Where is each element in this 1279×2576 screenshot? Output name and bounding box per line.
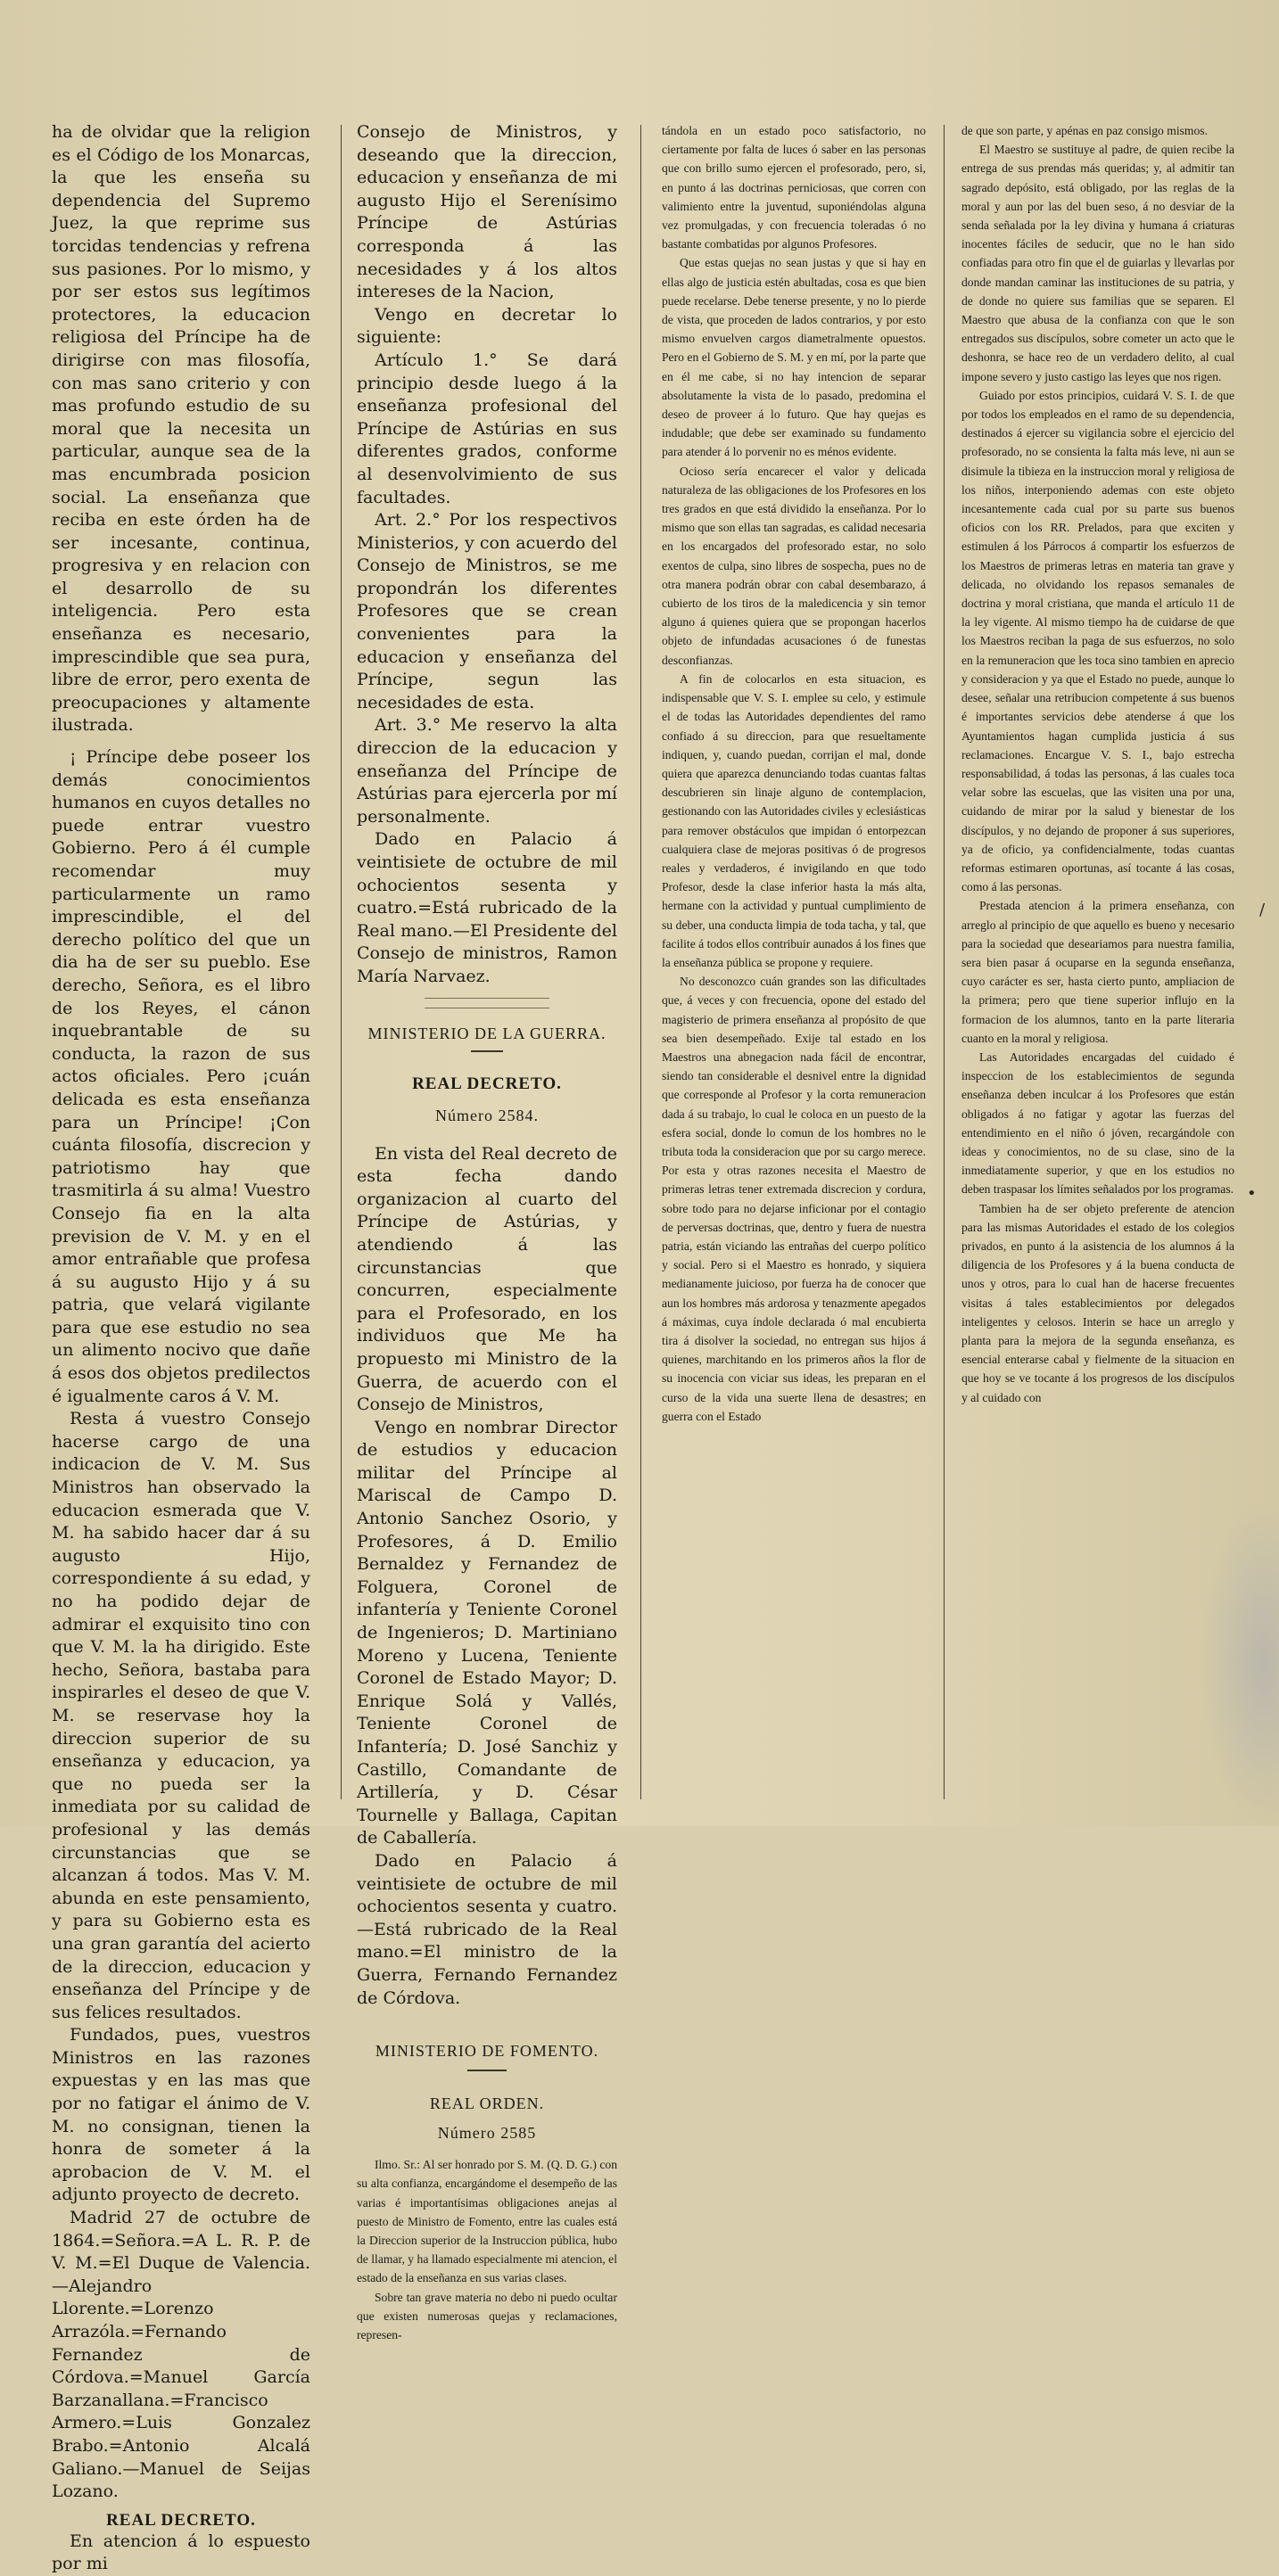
paragraph: Que estas quejas no sean justas y que si hay en ellas algo de justicia estén abultadas, cosa es que bien puede recelarse. Debe tenerse presente, y no lo pierde de vista, que proceden de lados contrarios, y por esto mismo envuelven cargos diametralmente opuestos. Pero en el Gobierno de S. M. y en mí, por la parte que en él me cabe, si no hay intencion de separar absolutamente la vista de lo pasado, predomina el deseo de proveer á lo futuro. Que hay quejas es indudable; que debe ser examinado su fundamento para atender á lo porvenir no es ménos evidente.: [662, 256, 926, 459]
paragraph: Vengo en decretar lo siguiente:: [357, 304, 617, 348]
section-heading: REAL ORDEN.: [429, 2095, 545, 2113]
paragraph: Dado en Palacio á veintisiete de octubre de mil ochocientos sesenta y cuatro.=Está rubricado de la Real mano.—El Presidente del Consejo de ministros, Ramon María Narvaez.: [357, 829, 617, 986]
paragraph: En vista del Real decreto de esta fecha dando organizacion al cuarto del Príncipe de Astúrias, y atendiendo á las circunstancias que concurren, especialmente para el Profesorado, en los individuos que Me ha propuesto mi Ministro de la Guerra, de acuerdo con el Consejo de Ministros,: [357, 1143, 617, 1415]
paragraph: ¡ Príncipe debe poseer los demás conocimientos humanos en cuyos detalles no puede entrar vuestro Gobierno. Pero á él cumple recomendar muy particularmente un ramo imprescindible, el del derecho político del que un dia ha de ser su pueblo. Ese derecho, Señora, es el libro de los Reyes, el cánon inquebrantable de su conducta, la razon de sus actos oficiales. Pero ¡cuán delicada es esta enseñanza para un Príncipe! ¡Con cuánta filosofía, discrecion y patriotismo hay que trasmitirla á su alma! Vuestro Consejo fia en la alta prevision de V. M. y en el amor entrañable que profesa á su augusto Hijo y á su patria, que velará vigilante para que ese estudio no sea un alimento nocivo que dañe á esos dos objetos predilectos é igualmente caros á V. M.: [52, 747, 310, 1406]
column-rule: [640, 125, 641, 1799]
ministry-heading: MINISTERIO DE LA GUERRA.: [367, 1024, 606, 1042]
paragraph: Guiado por estos principios, cuidará V. S. I. de que por todos los empleados en el ramo de su dependencia, destinados á ejercer su vigilancia sobre el ejercicio del profesorado, no se consienta la falta más leve, ni aun se disimule la tibieza en la instruccion moral y religiosa de los niños, interponiendo ademas con este objeto incesantemente cada cual por su parte sus buenos oficios con los RR. Prelados, para que exciten y estimulen á los Párrocos á compartir los esfuerzos de los Maestros de primeras letras en materia tan grave y delicada, no olvidando los repasos semanales de doctrina y moral cristiana, que manda el artículo 11 de la ley vigente. Al mismo tiempo ha de cuidarse de que los Maestros reciban la paga de sus esfuerzos, no solo en la remuneracion que les toca sino tambien en aprecio y consideracion y ya que el Estado no puede, aunque lo desee, señalar una retribucion competente á sus buenos é importantes servicios debe atenderse á que los Ayuntamientos hagan cumplida justicia á sus reclamaciones. Encargue V. S. I., bajo estrecha responsabilidad, á todas las personas, á las cuales toca velar sobre las escuelas, que las visiten una por una, cuidando de mirar por la salud y bienestar de los discípulos, y no dejando de proponer á sus superiores, ya de oficio, ya confidencialmente, todas cuantas reformas estimaren oportunas, así tocante á las cosas, como á las personas.: [961, 388, 1234, 894]
paragraph: Consejo de Ministros, y deseando que la direccion, educacion y enseñanza de mi augusto Hijo el Serenísimo Príncipe de Astúrias corresponda á las necesidades y á los altos intereses de la Nacion,: [357, 122, 617, 302]
column-rule: [341, 125, 342, 1799]
paragraph: Ocioso sería encarecer el valor y delicada naturaleza de las obligaciones de los Profesores en los tres grados en que está dividido la enseñanza. Por lo mismo que son ellas tan sagradas, es calidad necesaria en los encargados del profesorado estar, no solo exentos de culpa, sino libres de sospecha, pues no de otra manera podrán obrar con cabal desembarazo, á cubierto de los tiros de la maledicencia y sin temor alguno á quienes quiera que se propongan hacerlos objeto de infundadas acusaciones ó de funestas desconfianzas.: [662, 464, 926, 667]
signature-block: Madrid 27 de octubre de 1864.=Señora.=A L. R. P. de V. M.=El Duque de Valencia.—Alejandro Llorente.=Lorenzo Arrazóla.=Fernando Fernandez de Córdova.=Manuel García Barzanallana.=Francisco Armero.=Luis Gonzalez Brabo.=Antonio Alcalá Galiano.—Manuel de Seijas Lozano.: [52, 2208, 310, 2502]
paragraph: Dado en Palacio á veintisiete de octubre de mil ochocientos sesenta y cuatro.—Está rubricado de la Real mano.=El ministro de la Guerra, Fernando Fernandez de Córdova.: [357, 1850, 617, 2008]
paper-stain: [1199, 1498, 1279, 1826]
decree-number: Número 2584.: [435, 1106, 539, 1124]
ministry-heading: MINISTERIO DE FOMENTO.: [375, 2042, 599, 2061]
article: Art. 2.° Por los respectivos Ministerios, y con acuerdo del Consejo de Ministros, se me propondrán los diferentes Profesores que se crean convenientes para la educacion y enseñanza del Príncipe, segun las necesidades de esta.: [357, 510, 617, 712]
paragraph: Ilmo. Sr.: Al ser honrado por S. M. (Q. D. G.) con su alta confianza, encargándome el desempeño de las varias é importantísimas obligaciones anejas al puesto de Ministro de Fomento, entre las cuales está la Direccion superior de la Instruccion pública, hubo de llamar, y ha llamado especialmente mi atencion, el estado de la enseñanza en sus varias clases.: [357, 2158, 617, 2285]
paragraph: En atencion á lo espuesto por mi: [52, 2531, 310, 2574]
column-2: [357, 121, 617, 2341]
article: Artículo 1.° Se dará principio desde luego á la enseñanza profesional del Príncipe de Astúrias en sus diferentes grados, conforme al desenvolvimiento de sus facultades.: [357, 350, 617, 507]
paragraph: Sobre tan grave materia no debo ni puedo ocultar que existen numerosas quejas y reclamaciones, represen-: [357, 2290, 617, 2341]
paragraph: Vengo en nombrar Director de estudios y educacion militar del Príncipe al Mariscal de Campo D. Antonio Sanchez Osorio, y Profesores, á D. Emilio Bernaldez y Fernandez de Folguera, Coronel de infantería y Teniente Coronel de Ingenieros; D. Martiniano Moreno y Lucena, Teniente Coronel de Estado Mayor; D. Enrique Solá y Vallés, Teniente Coronel de Infantería; D. José Sanchiz y Castillo, Comandante de Artillería, y D. César Tournelle y Ballaga, Capitan de Caballería.: [357, 1417, 617, 1848]
column-3: [662, 121, 926, 1823]
paragraph: Tambien ha de ser objeto preferente de atencion para las mismas Autoridades el estado de los colegios privados, en punto á la asistencia de los alumnos á la diligencia de los Profesores y á la buena conducta de unos y otros, para lo cual han de hacerse frecuentes visitas á tales establecimientos por delegados inteligentes y celosos. Interin se hace un arreglo y planta para la mejora de la segunda enseñanza, es esencial enterarse cabal y fielmente de la situacion en que hoy se ve tocante á los progresos de los discípulos y al cuidado con: [961, 1201, 1234, 1404]
paragraph: tándola en un estado poco satisfactorio, no ciertamente por falta de luces ó saber en las personas que con brillo sumo ejercen el profesorado, pero, si, en punto á las doctrinas perniciosas, que corren con valimiento entre la juventud, suponiéndolas alguna vez promulgadas, y con frecuencia toleradas ó no bastante combatidas por algunos Profesores.: [662, 124, 926, 251]
section-heading: REAL DECRETO.: [412, 1074, 562, 1093]
section-heading: REAL DECRETO.: [106, 2510, 256, 2530]
paragraph: Fundados, pues, vuestros Ministros en las razones expuestas y en las mas que por no fatigar el ánimo de V. M. no consignan, tienen la honra de someter á la aprobacion de V. M. el adjunto proyecto de decreto.: [52, 2025, 310, 2205]
divider: [471, 1050, 503, 1055]
paragraph: No desconozco cuán grandes son las dificultades que, á veces y con frecuencia, opone del estado del magisterio de primera enseñanza al propósito de que sea bien desempeñado. Exije tal estado en los Maestros una abnegacion nada fácil de encontrar, siendo tan considerable el desnivel entre la dignidad que corresponde al Profesor y la corta remuneracion dada á su trabajo, lo cual le coloca en un puesto de la esfera social, donde lo comun de los hombres no le tributa toda la consideracion que por su cargo merece. Por esta y otras razones necesita el Maestro de primeras letras tener extremada discrecion y cordura, sobre todo para no dejarse inficionar por el contagio de perversas doctrinas, que, dentro y fuera de nuestra patria, están viciando las entrañas del cuerpo político y social. Pero si el Maestro es honrado, y siquiera medianamente juicioso, por fuerza ha de conocer que aun los hombres más ardorosa y tenazmente apegados á máximas, cuya índole declarada ó mal encubierta tira á disolver la sociedad, no entregan sus hijos á quienes, marchitando en los primeros años la flor de su inocencia con viciar sus ideas, les preparan en el curso de la vida una suerte llena de desastres; en guerra con el Estado: [662, 975, 926, 1423]
ornament-divider: [425, 998, 549, 1008]
paragraph: de que son parte, y apénas en paz consigo mismos.: [961, 124, 1208, 137]
column-1: [52, 121, 310, 2574]
paragraph: Las Autoridades encargadas del cuidado é inspeccion de los establecimientos de segunda enseñanza deben inculcar á los Profesores que están obligados á no fatigar y agotar las fuerzas del entendimiento en el niño ó jóven, recargándole con ideas y conocimientos, no de su clase, sino de la inmediatamente superior, y que en los estudios no deben traspasar los límites señalados por los programas.: [961, 1049, 1234, 1197]
divider: [467, 2070, 507, 2071]
paragraph: El Maestro se sustituye al padre, de quien recibe la entrega de sus prendas más queridas; y, al admitir tan sagrado depósito, está obligado, por las reglas de la moral y aun por las del buen seso, á no desviar de la senda señalada por la ley divina y humana á criaturas inocentes fáciles de seducir, que no le han sido confiadas para otro fin que el de guiarlas y llevarlas por donde mandan caminar las instituciones de su patria, y de donde no quiere sus familias que se separen. El Maestro que abusa de la confianza con que le son entregados sus discípulos, sobre cometer un acto que le deshonra, se hace reo de un verdadero delito, al cual impone severo y justo castigo las leyes que nos rigen.: [961, 143, 1234, 383]
margin-tick-icon: /: [1259, 901, 1266, 919]
paragraph: ha de olvidar que la religion es el Código de los Monarcas, la que les enseña su dependencia del Supremo Juez, la que reprime sus torcidas tendencias y refrena sus pasiones. Por lo mismo, y por ser estos sus legítimos protectores, la educacion religiosa del Príncipe ha de dirigirse con mas filosofía, con mas sano criterio y con mas profundo estudio de su moral que la necesita un particular, aunque sea de la mas encumbrada posicion social. La enseñanza que reciba en este órden ha de ser incesante, continua, progresiva y en relacion con el desarrollo de su inteligencia. Pero esta enseñanza es necesario, imprescindible que sea pura, libre de error, pero exenta de preocupaciones y altamente ilustrada.: [52, 122, 310, 736]
paragraph: A fin de colocarlos en esta situacion, es indispensable que V. S. I. emplee su celo, y estimule el de todas las Autoridades dependientes del ramo confiado á su direccion, para que resueltamente indiquen, y, cuando puedan, corrijan el mal, donde quiera que aparezca denunciando todas cuantas faltas descubrieren sin linaje alguno de contemplacion, gestionando con las Autoridades civiles y eclesiásticas para remover obstáculos que impidan ó entorpezcan cualquiera clase de mejoras positivas ó de progresos reales y verdaderos, é invigilando en que todo Profesor, desde la clase inferior hasta la más alta, hermane con la actividad y puntual cumplimiento de su deber, una conducta limpia de toda tacha, y tal, que facilite á todos ellos contribuir aunados á los fines que la enseñanza pública se propone y requiere.: [662, 671, 926, 969]
column-4: [961, 121, 1234, 1823]
order-number: Número 2585: [437, 2124, 537, 2143]
column-rule: [944, 125, 945, 1799]
article: Art. 3.° Me reservo la alta direccion de la educacion y enseñanza del Príncipe de Astúrias para ejercerla por mí personalmente.: [357, 715, 617, 827]
margin-dot-icon: •: [1247, 1184, 1257, 1203]
paragraph: Prestada atencion á la primera enseñanza, con arreglo al principio de que aquello es bueno y necesario para la sociedad que deseariamos para nuestra familia, sera bien pasar á ocuparse en la segunda enseñanza, cuyo carácter es ser, hasta cierto punto, ampliacion de la primera; pero que tiene superior influjo en la formacion de los alumnos, tanto en la parte literaria cuanto en la moral y religiosa.: [961, 899, 1234, 1045]
paragraph: Resta á vuestro Consejo hacerse cargo de una indicacion de V. M. Sus Ministros han observado la educacion esmerada que V. M. ha sabido hacer dar á su augusto Hijo, correspondiente á su edad, y no ha podido dejar de admirar el exquisito tino con que V. M. la ha dirigido. Este hecho, Señora, bastaba para inspirarles el deseo de que V. M. se reservase hoy la direccion superior de su enseñanza y educacion, ya que no pueda ser la inmediata por su calidad de profesional y las demás circunstancias que se alcanzan á todos. Mas V. M. abunda en este pensamiento, y para su Gobierno esta es una gran garantía del acierto de la direccion, educacion y enseñanza del Príncipe y de sus felices resultados.: [52, 1409, 310, 2022]
